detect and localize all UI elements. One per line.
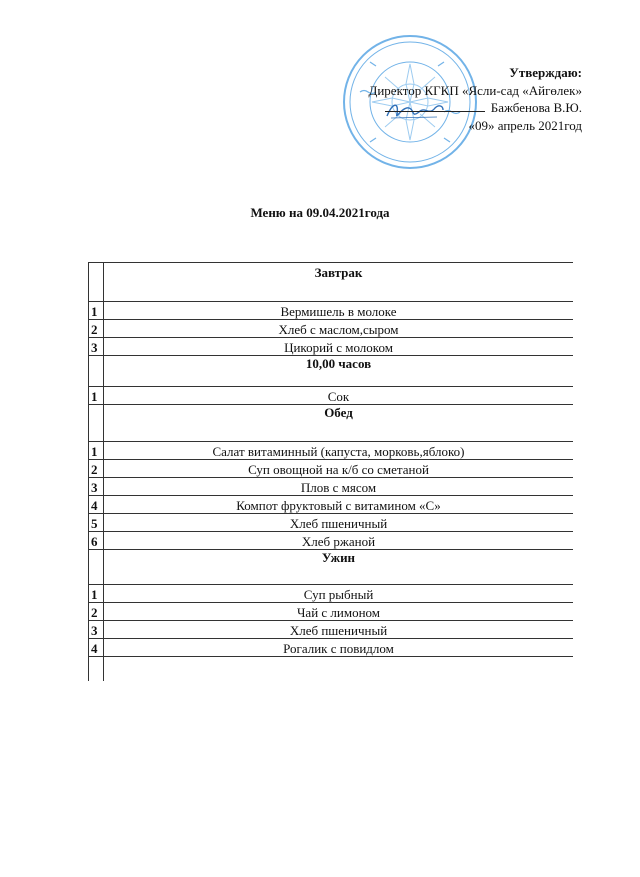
menu-item-name: Вермишель в молоке — [103, 302, 573, 319]
menu-item-number: 2 — [91, 605, 98, 620]
menu-section-name: Ужин — [103, 550, 573, 584]
menu-item-number: 3 — [91, 340, 98, 355]
menu-item-row — [89, 603, 573, 621]
menu-section-name: Завтрак — [103, 263, 573, 301]
menu-item-name: Суп рыбный — [103, 585, 573, 602]
menu-item-row — [89, 302, 573, 320]
menu-item-row — [89, 338, 573, 356]
menu-section-header — [89, 405, 573, 442]
menu-item-row — [89, 460, 573, 478]
approval-name: Бажбенова В.Ю. — [490, 100, 582, 115]
menu-item-name: Рогалик с повидлом — [103, 639, 573, 656]
page-title: Меню на 09.04.2021года — [250, 205, 390, 220]
menu-item-row — [89, 639, 573, 657]
menu-table-tail — [103, 657, 573, 681]
menu-item-row — [89, 387, 573, 405]
menu-item-name: Сок — [103, 387, 573, 404]
menu-item-name: Хлеб пшеничный — [103, 621, 573, 638]
signature-line — [385, 99, 485, 112]
menu-item-number: 5 — [91, 516, 98, 531]
menu-section-header — [89, 356, 573, 387]
approval-block — [368, 64, 582, 134]
menu-section-name: Обед — [103, 405, 573, 441]
menu-item-number: 6 — [91, 534, 98, 549]
menu-item-name: Хлеб ржаной — [103, 532, 573, 549]
menu-item-name: Плов с мясом — [103, 478, 573, 495]
menu-item-name: Цикорий с молоком — [103, 338, 573, 355]
menu-table — [88, 262, 573, 681]
approval-signature-line — [368, 99, 582, 117]
menu-item-name: Хлеб с маслом,сыром — [103, 320, 573, 337]
menu-item-number: 4 — [91, 641, 98, 656]
menu-item-name: Суп овощной на к/б со сметаной — [103, 460, 573, 477]
menu-item-row — [89, 621, 573, 639]
menu-item-number: 1 — [91, 389, 98, 404]
menu-item-row — [89, 514, 573, 532]
menu-item-number: 1 — [91, 587, 98, 602]
menu-section-name: 10,00 часов — [103, 356, 573, 386]
menu-item-number: 4 — [91, 498, 98, 513]
menu-section-header — [89, 262, 573, 302]
menu-item-name: Салат витаминный (капуста, морковь,яблоко) — [103, 442, 573, 459]
menu-item-row — [89, 585, 573, 603]
menu-item-name: Хлеб пшеничный — [103, 514, 573, 531]
menu-item-number: 3 — [91, 480, 98, 495]
menu-item-row — [89, 320, 573, 338]
menu-section-header — [89, 550, 573, 585]
menu-item-number: 1 — [91, 304, 98, 319]
menu-item-row — [89, 478, 573, 496]
menu-item-number: 2 — [91, 462, 98, 477]
approval-date: «09» апрель 2021год — [468, 117, 582, 133]
menu-item-row — [89, 496, 573, 514]
menu-item-number: 1 — [91, 444, 98, 459]
menu-item-number: 3 — [91, 623, 98, 638]
approval-heading: Утверждаю: — [509, 65, 582, 80]
menu-item-name: Компот фруктовый с витамином «С» — [103, 496, 573, 513]
menu-item-number: 2 — [91, 322, 98, 337]
menu-item-row — [89, 442, 573, 460]
menu-item-name: Чай с лимоном — [103, 603, 573, 620]
approval-position: Директор КГКП «Ясли-сад «Айгөлек» — [368, 82, 582, 98]
menu-item-row — [89, 532, 573, 550]
